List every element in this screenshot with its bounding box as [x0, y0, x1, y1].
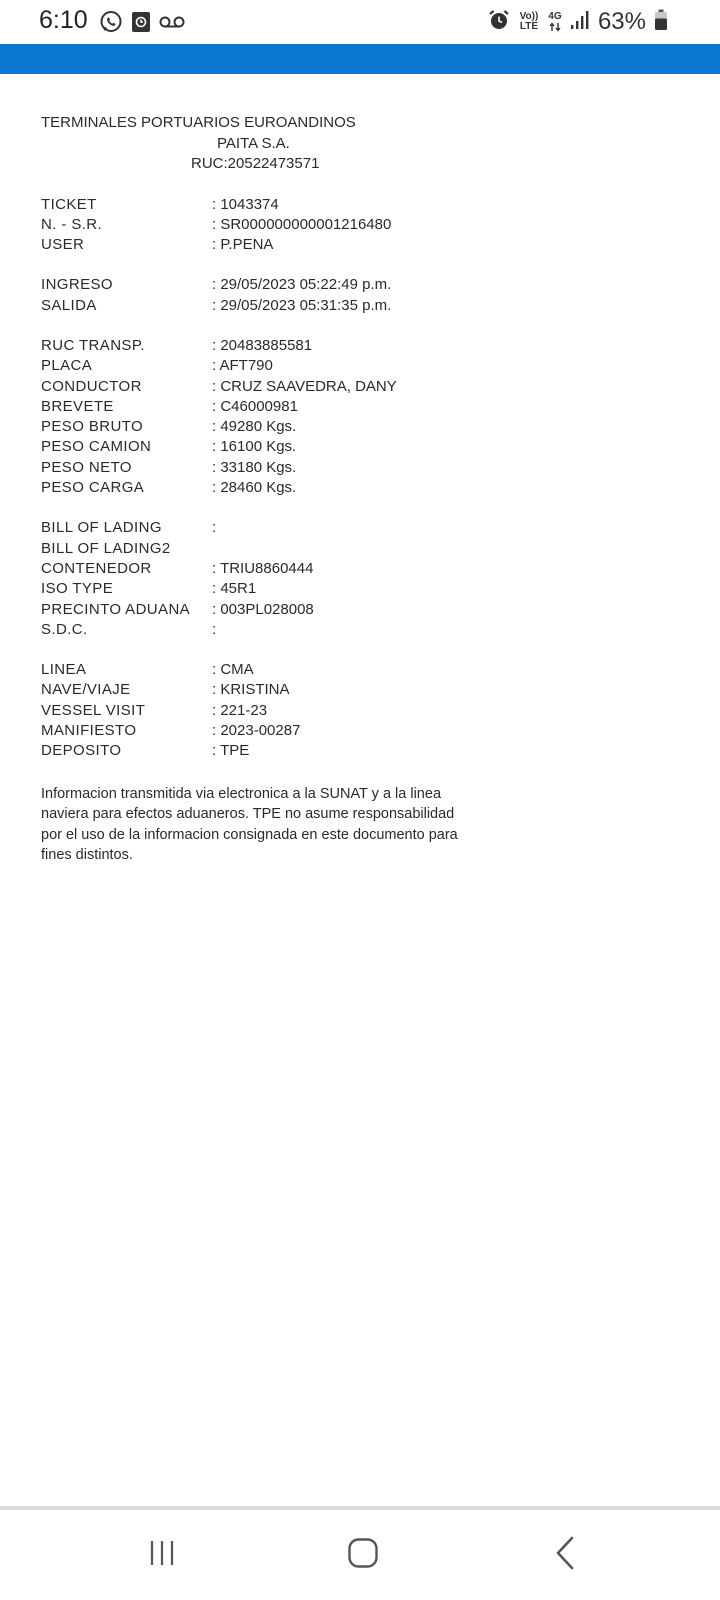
back-button[interactable]: [535, 1528, 595, 1582]
field-label: PRECINTO ADUANA: [41, 600, 191, 618]
field-row: [41, 600, 481, 620]
transport-info-group: [41, 336, 481, 498]
field-value: : CMA: [212, 661, 254, 679]
field-label: PESO BRUTO: [41, 418, 144, 436]
field-value: [212, 539, 481, 559]
field-label: PESO CAMION: [41, 438, 152, 456]
company-ruc: RUC:20522473571: [191, 155, 320, 172]
field-row: [41, 620, 481, 640]
field-row: [41, 518, 481, 538]
field-label: MANIFIESTO: [41, 722, 137, 740]
field-value: : 003PL028008: [212, 600, 314, 618]
field-label: N. - S.R.: [41, 215, 103, 233]
field-label: TICKET: [41, 195, 97, 213]
field-row: [41, 539, 481, 559]
home-icon: [347, 1537, 379, 1574]
home-button[interactable]: [333, 1528, 393, 1582]
field-label: ISO TYPE: [41, 580, 114, 598]
field-label: PLACA: [41, 357, 93, 375]
company-suffix: PAITA S.A.: [217, 134, 290, 152]
field-value: : AFT790: [212, 357, 273, 375]
vessel-info-group: [41, 660, 481, 761]
field-label: BILL OF LADING: [41, 519, 162, 537]
field-row: [41, 680, 481, 700]
field-label: CONTENEDOR: [41, 559, 152, 577]
field-row: [41, 296, 481, 316]
field-row: [41, 579, 481, 599]
company-name: TERMINALES PORTUARIOS EUROANDINOS: [41, 114, 356, 131]
field-value: : P.PENA: [212, 236, 274, 254]
signal-strength-icon: [570, 10, 590, 35]
battery-percentage: 63%: [597, 8, 646, 35]
ticket-info-group: [41, 195, 481, 256]
field-row: [41, 721, 481, 741]
field-value: :: [212, 519, 217, 537]
field-value: : 29/05/2023 05:31:35 p.m.: [212, 296, 392, 314]
field-row: [41, 377, 481, 397]
field-row: [41, 195, 481, 215]
back-icon: [554, 1536, 576, 1575]
field-value: : 20483885581: [212, 336, 313, 354]
field-row: [41, 478, 481, 498]
field-value: : 28460 Kgs.: [212, 479, 297, 497]
ticket-document: [41, 113, 481, 866]
status-bar: [0, 0, 720, 44]
container-info-group: [41, 518, 481, 640]
field-row: [41, 437, 481, 457]
field-value: : SR000000000001216480: [212, 215, 392, 233]
app-header-bar: [0, 44, 720, 74]
field-label: NAVE/VIAJE: [41, 681, 131, 699]
status-time: 6:10: [39, 6, 88, 34]
field-value: : TPE: [212, 742, 250, 760]
recent-apps-icon: [147, 1538, 177, 1573]
field-row: [41, 458, 481, 478]
field-row: [41, 701, 481, 721]
field-row: [41, 397, 481, 417]
field-label: S.D.C.: [41, 620, 88, 638]
status-notification-icons: [99, 10, 185, 39]
field-label: RUC TRANSP.: [41, 336, 145, 354]
alarm-icon: [488, 9, 510, 36]
field-label: PESO NETO: [41, 458, 132, 476]
field-label: BILL OF LADING2: [41, 539, 171, 557]
field-label: VESSEL VISIT: [41, 701, 146, 719]
field-row: [41, 741, 481, 761]
field-row: [41, 417, 481, 437]
field-value: :: [212, 620, 217, 638]
field-row: [41, 660, 481, 680]
field-value: : 2023-00287: [212, 722, 301, 740]
screen-record-icon: [131, 11, 151, 38]
volte-indicator: Vo)) LTE: [519, 11, 539, 32]
field-value: : 49280 Kgs.: [212, 418, 297, 436]
whatsapp-icon: [99, 10, 123, 39]
field-row: [41, 275, 481, 295]
field-label: LINEA: [41, 661, 87, 679]
field-value: : 29/05/2023 05:22:49 p.m.: [212, 276, 392, 294]
field-row: [41, 336, 481, 356]
field-value: : CRUZ SAAVEDRA, DANY: [212, 377, 397, 395]
time-info-group: [41, 275, 481, 316]
network-type-label: 4G: [548, 11, 562, 22]
field-row: [41, 356, 481, 376]
field-row: [41, 559, 481, 579]
field-value: : 16100 Kgs.: [212, 438, 297, 456]
field-label: DEPOSITO: [41, 742, 122, 760]
recent-apps-button[interactable]: [132, 1528, 192, 1582]
field-label: CONDUCTOR: [41, 377, 142, 395]
field-row: [41, 215, 481, 235]
field-value: : C46000981: [212, 397, 298, 415]
field-row: [41, 235, 481, 255]
field-value: : 33180 Kgs.: [212, 458, 297, 476]
field-value: : KRISTINA: [212, 681, 290, 699]
navigation-bar: [0, 1510, 720, 1600]
field-value: : 221-23: [212, 701, 268, 719]
field-label: SALIDA: [41, 296, 97, 314]
battery-icon: [654, 9, 668, 36]
field-label: USER: [41, 236, 85, 254]
disclaimer-text: Informacion transmitida via electronica a la SUNAT y a la linea naviera para efectos aduaneros. TPE no asume responsabilidad por el uso de la informacion consignada en este documento para fines distintos.: [41, 785, 458, 864]
status-system-icons: [488, 8, 668, 36]
field-label: BREVETE: [41, 397, 114, 415]
mobile-data-indicator: [548, 12, 562, 32]
field-label: INGRESO: [41, 276, 113, 294]
field-value: : 45R1: [212, 580, 257, 598]
field-label: PESO CARGA: [41, 479, 145, 497]
field-value: : TRIU8860444: [212, 559, 314, 577]
field-value: : 1043374: [212, 195, 279, 213]
voicemail-icon: [159, 15, 185, 34]
